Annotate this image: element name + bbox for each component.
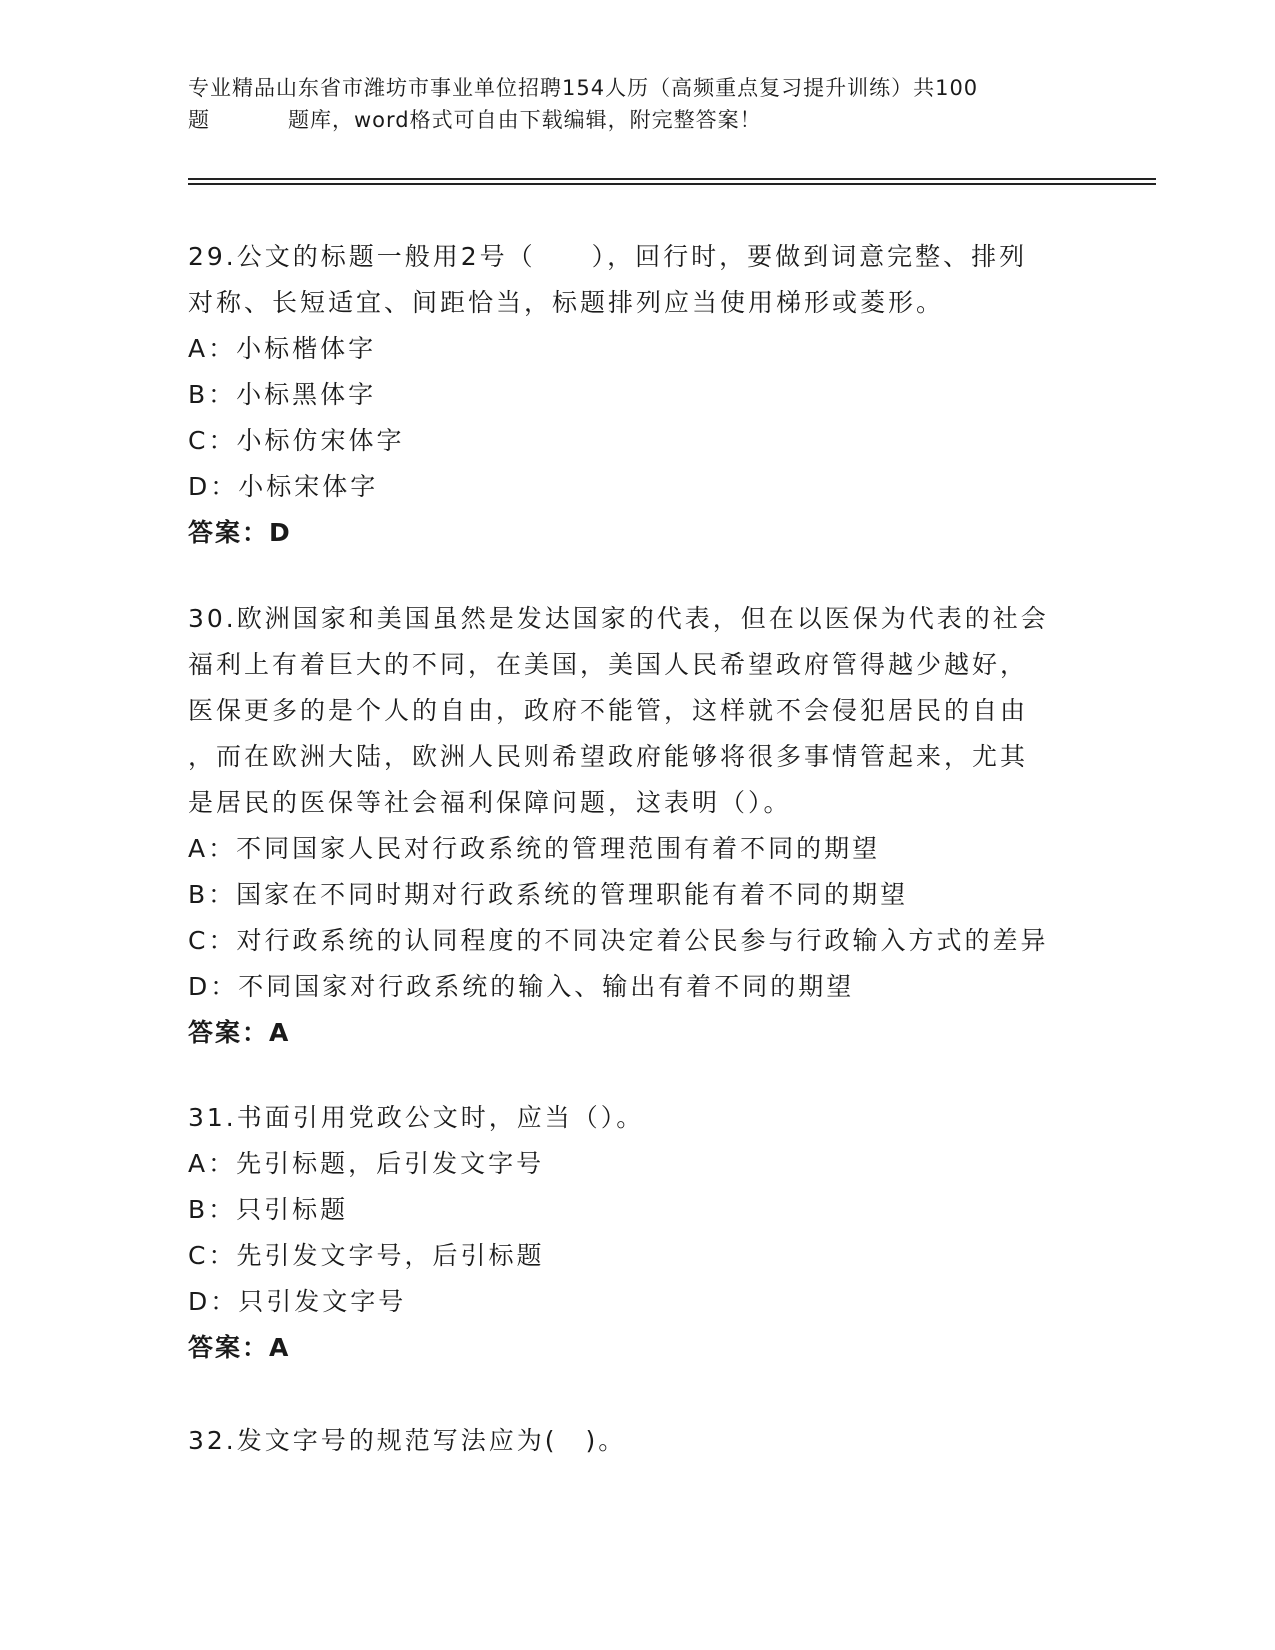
option-c: C：小标仿宋体字: [188, 426, 405, 455]
option-d: D：小标宋体字: [188, 472, 379, 501]
header-divider-bottom: [188, 183, 1156, 185]
option-c: C：先引发文字号，后引标题: [188, 1241, 545, 1270]
option-d: D：不同国家对行政系统的输入、输出有着不同的期望: [188, 972, 855, 1001]
question-stem-line: 对称、长短适宜、间距恰当，标题排列应当使用梯形或菱形。: [188, 288, 945, 317]
question-stem-line: ，而在欧洲大陆，欧洲人民则希望政府能够将很多事情管起来，尤其: [188, 742, 1029, 771]
question-31: [188, 1095, 1088, 1371]
question-30: [188, 596, 1088, 1056]
header-title-line-2-start: 题: [188, 108, 210, 132]
question-29: [188, 234, 1088, 556]
header-divider-top: [188, 178, 1156, 180]
question-stem-line: 32.发文字号的规范写法应为( )。: [188, 1426, 627, 1455]
option-b: B：小标黑体字: [188, 380, 377, 409]
answer-line: 答案：D: [188, 518, 292, 547]
option-d: D：只引发文字号: [188, 1287, 407, 1316]
option-b: B：只引标题: [188, 1195, 349, 1224]
option-b: B：国家在不同时期对行政系统的管理职能有着不同的期望: [188, 880, 909, 909]
answer-line: 答案：A: [188, 1333, 291, 1362]
question-stem-line: 31.书面引用党政公文时，应当（）。: [188, 1103, 645, 1132]
document-header: [188, 72, 1088, 136]
option-c: C：对行政系统的认同程度的不同决定着公民参与行政输入方式的差异: [188, 926, 1049, 955]
option-a: A：小标楷体字: [188, 334, 377, 363]
option-a: A：先引标题，后引发文字号: [188, 1149, 545, 1178]
header-title-line-2-end: 题库，word格式可自由下载编辑，附完整答案！: [288, 108, 762, 132]
question-32: [188, 1418, 1088, 1464]
question-stem-line: 福利上有着巨大的不同，在美国，美国人民希望政府管得越少越好，: [188, 650, 1029, 679]
header-title-line-2: [188, 108, 762, 132]
question-stem-line: 是居民的医保等社会福利保障问题，这表明（）。: [188, 788, 792, 817]
question-stem-line: 医保更多的是个人的自由，政府不能管，这样就不会侵犯居民的自由: [188, 696, 1029, 725]
question-stem-line: 29.公文的标题一般用2号（ ），回行时，要做到词意完整、排列: [188, 242, 1028, 271]
header-title-line-1: 专业精品山东省市潍坊市事业单位招聘154人历（高频重点复习提升训练）共100: [188, 76, 979, 100]
option-a: A：不同国家人民对行政系统的管理范围有着不同的期望: [188, 834, 881, 863]
question-stem-line: 30.欧洲国家和美国虽然是发达国家的代表，但在以医保为代表的社会: [188, 604, 1049, 633]
answer-line: 答案：A: [188, 1018, 291, 1047]
